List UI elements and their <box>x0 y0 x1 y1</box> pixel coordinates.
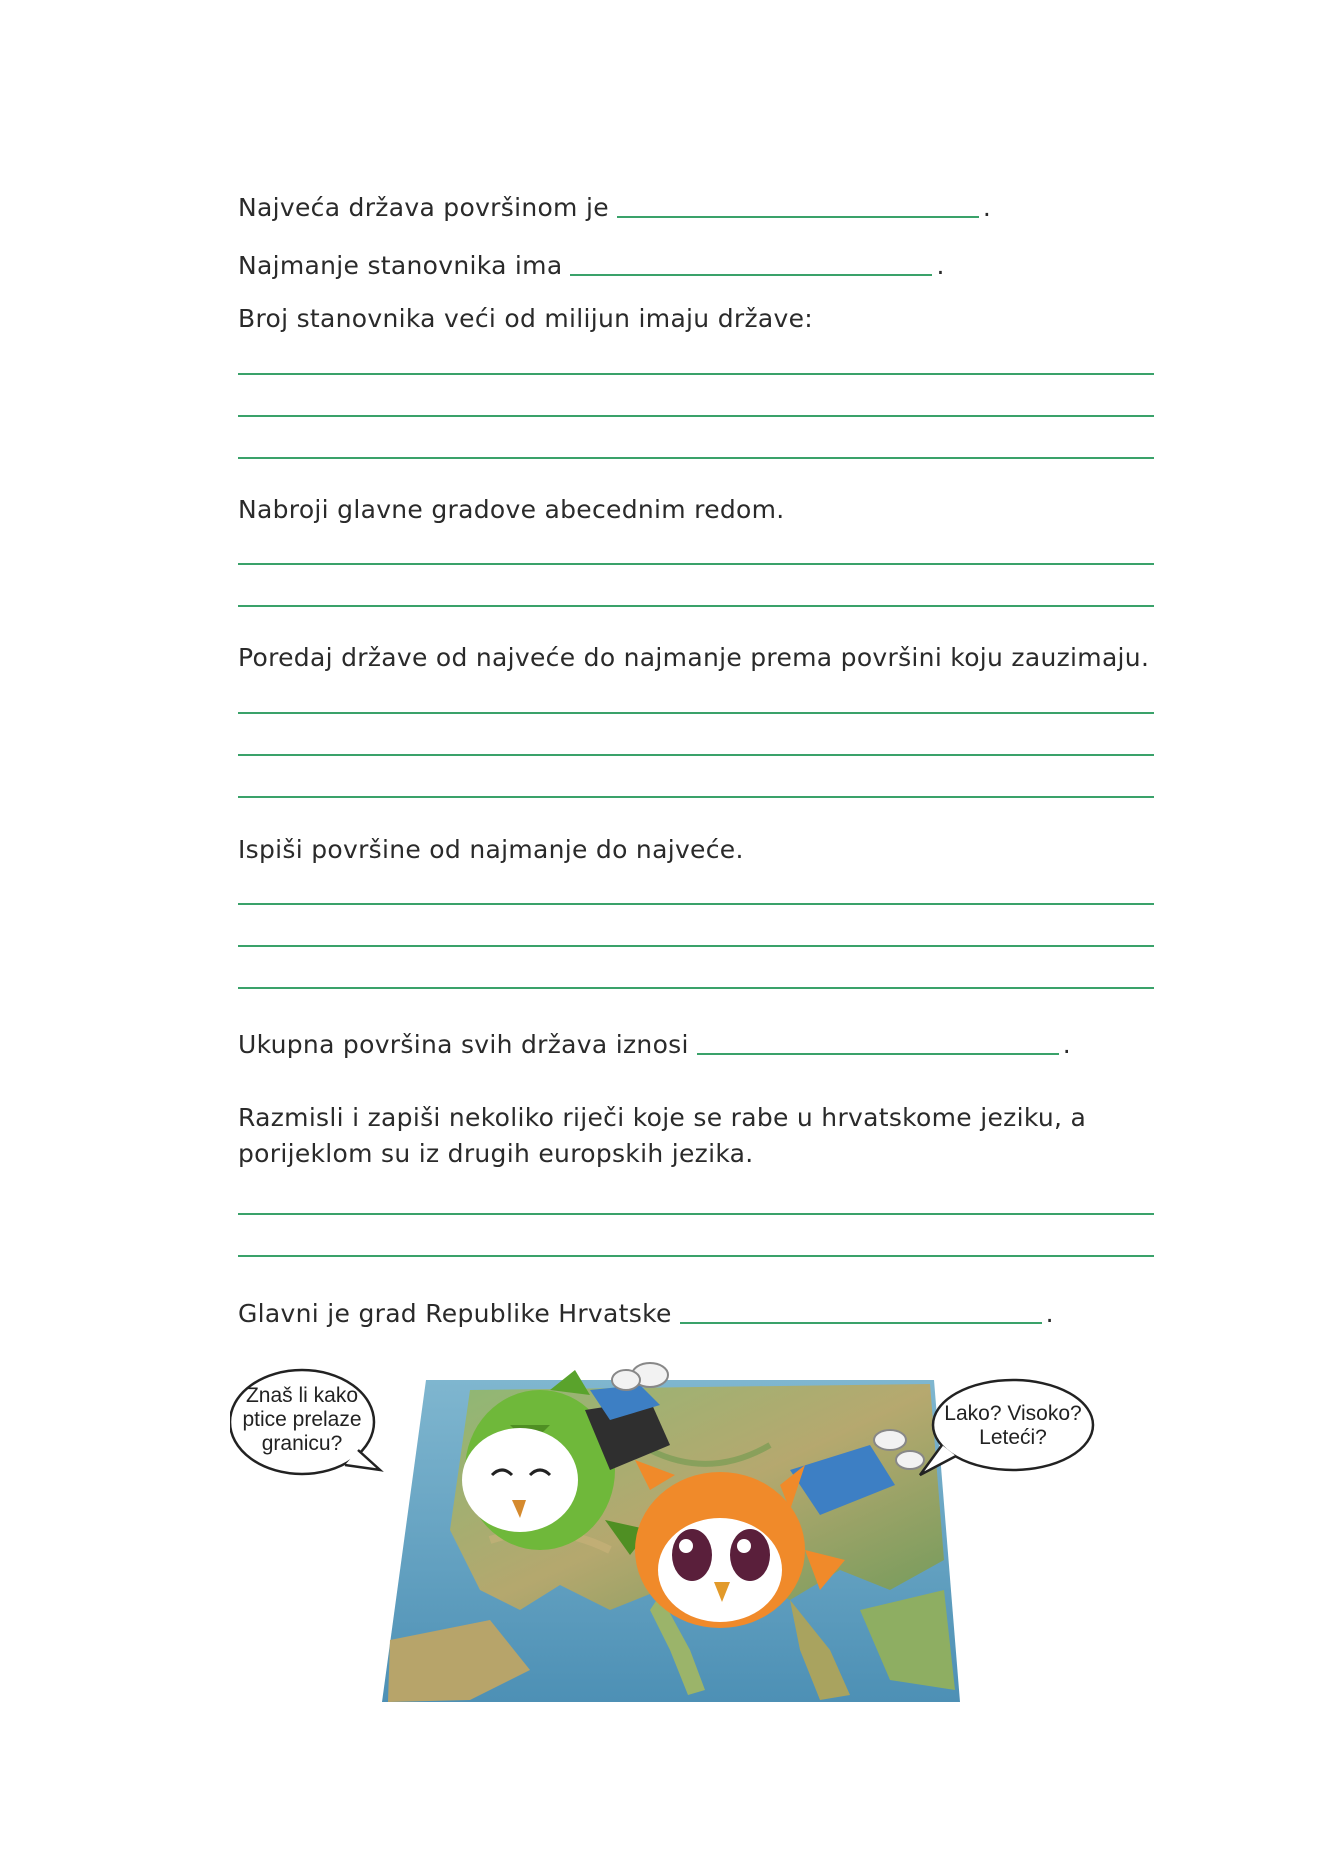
period: . <box>936 251 945 280</box>
question-loanwords <box>238 1100 1086 1172</box>
period: . <box>982 193 992 222</box>
speech-bubble-left <box>230 1370 380 1474</box>
question-croatia-capital <box>238 1296 1054 1332</box>
question-text: Glavni je grad Republike Hrvatske <box>238 1299 672 1328</box>
bubble-left-line1: Znaš li kako <box>245 1384 359 1407</box>
question-capitals-alphabetical <box>238 492 785 528</box>
answer-line[interactable] <box>238 563 1154 565</box>
answer-line[interactable] <box>238 1255 1154 1257</box>
question-text: Ukupna površina svih država iznosi <box>238 1030 689 1059</box>
period: . <box>1045 1299 1054 1328</box>
answer-line[interactable] <box>238 373 1154 375</box>
question-population-over-million <box>238 301 813 337</box>
owls-over-map-illustration <box>230 1350 1110 1710</box>
answer-blank[interactable] <box>617 192 979 218</box>
answer-line[interactable] <box>238 945 1154 947</box>
question-fewest-inhabitants <box>238 248 945 284</box>
bubble-right-line2: Leteći? <box>979 1426 1047 1449</box>
answer-line[interactable] <box>238 987 1154 989</box>
bubble-left-line2: ptice prelaze <box>242 1408 362 1431</box>
answer-blank[interactable] <box>680 1298 1042 1324</box>
question-order-by-area <box>238 640 1149 676</box>
question-text: Najmanje stanovnika ima <box>238 251 563 280</box>
answer-blank[interactable] <box>570 250 932 276</box>
answer-blank[interactable] <box>697 1029 1059 1055</box>
answer-line[interactable] <box>238 605 1154 607</box>
question-text: Poredaj države od najveće do najmanje prema površini koju zauzimaju. <box>238 643 1150 672</box>
answer-line[interactable] <box>238 903 1154 905</box>
period: . <box>1062 1030 1071 1059</box>
question-text: Ispiši površine od najmanje do najveće. <box>238 835 744 864</box>
question-areas-ascending <box>238 832 744 868</box>
answer-line[interactable] <box>238 457 1154 459</box>
answer-line[interactable] <box>238 796 1154 798</box>
bubble-right-line1: Lako? Visoko? <box>944 1402 1082 1425</box>
question-text: Broj stanovnika veći od milijun imaju države: <box>238 304 813 333</box>
answer-line[interactable] <box>238 415 1154 417</box>
answer-line[interactable] <box>238 1213 1154 1215</box>
speech-bubble-right <box>920 1380 1093 1475</box>
answer-line[interactable] <box>238 754 1154 756</box>
question-text: Nabroji glavne gradove abecednim redom. <box>238 495 785 524</box>
question-text: Najveća država površinom je <box>238 193 609 222</box>
bubble-left-line3: granicu? <box>261 1432 343 1455</box>
question-text-line2: porijeklom su iz drugih europskih jezika. <box>238 1139 754 1168</box>
illustration-svg <box>230 1350 1110 1710</box>
question-text-line1: Razmisli i zapiši nekoliko riječi koje se rabe u hrvatskome jeziku, a <box>238 1103 1087 1132</box>
question-largest-country <box>238 190 991 226</box>
question-total-area <box>238 1027 1071 1063</box>
answer-line[interactable] <box>238 712 1154 714</box>
